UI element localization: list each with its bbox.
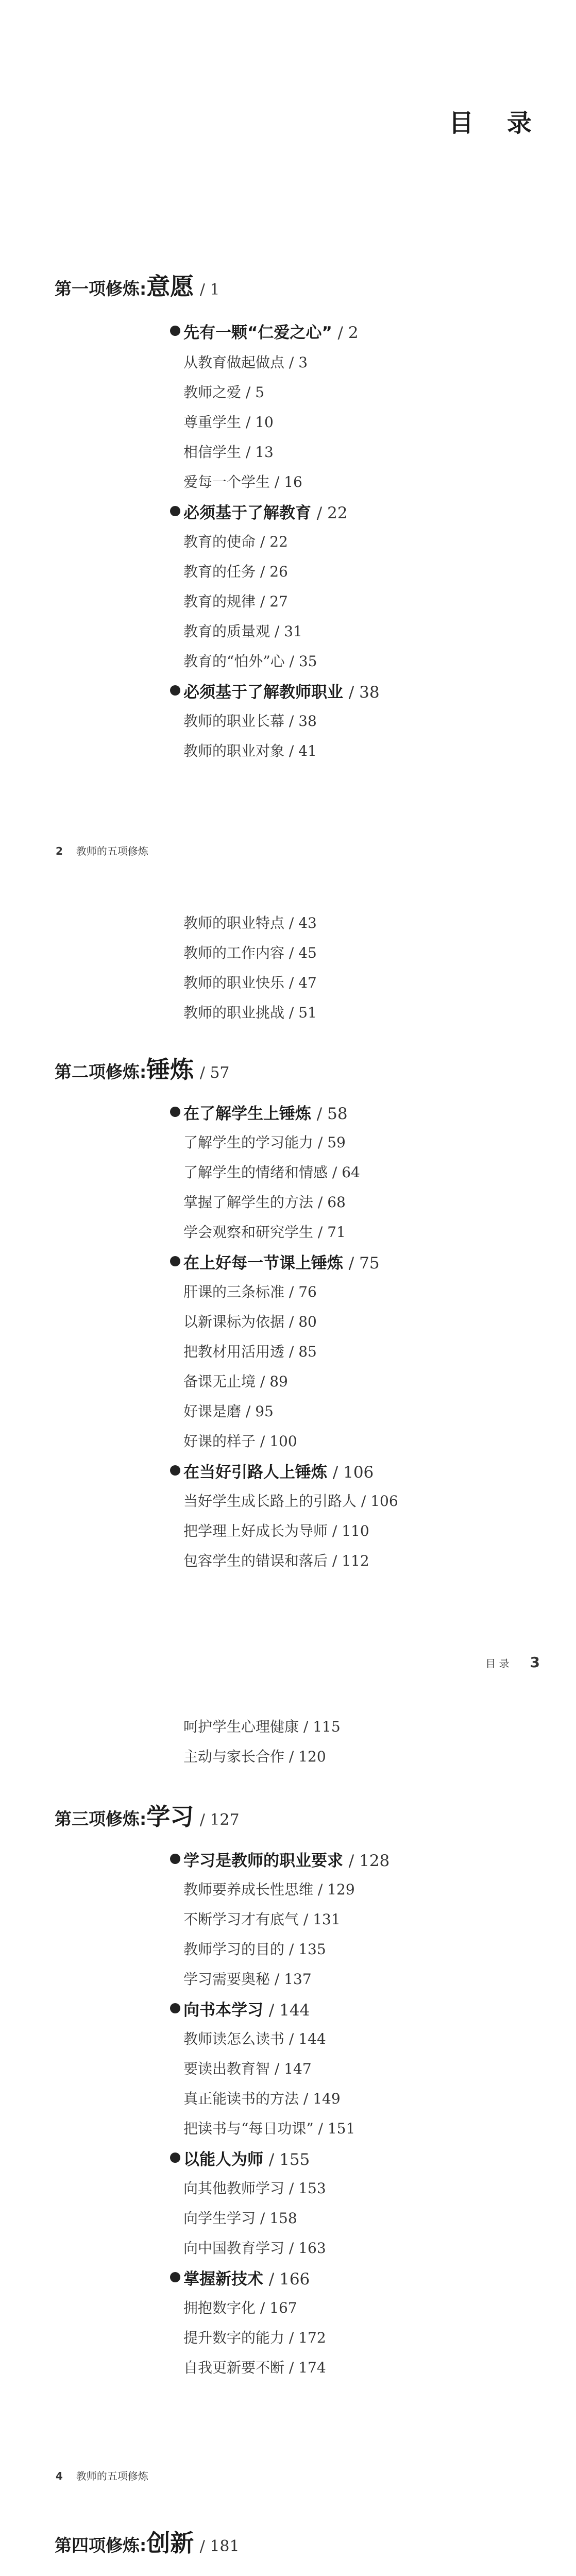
part-3-heading: 第三项修炼:学习 / 127 [55, 1803, 240, 1831]
toc-entry: 学会观察和研究学生 / 71 [183, 1224, 346, 1241]
section-heading: 在上好每一节课上锤炼 / 75 [183, 1254, 380, 1273]
section-bullet-icon [170, 1854, 180, 1864]
running-head-left: 2 教师的五项修炼 [56, 845, 148, 857]
toc-entry: 当好学生成长路上的引路人 / 106 [183, 1493, 398, 1510]
section-heading: 必须基于了解教育 / 22 [183, 504, 348, 522]
section-heading: 在当好引路人上锤炼 / 106 [183, 1463, 374, 1482]
toc-entry: 教师的职业长幕 / 38 [183, 713, 317, 730]
toc-entry: 从教育做起做点 / 3 [183, 354, 308, 371]
toc-entry: 向中国教育学习 / 163 [183, 2240, 326, 2257]
toc-entry: 向学生学习 / 158 [183, 2210, 297, 2227]
part-4-heading: 第四项修炼:创新 / 181 [55, 2529, 240, 2557]
toc-entry: 包容学生的错误和落后 / 112 [183, 1552, 369, 1569]
section-bullet-icon [170, 1465, 180, 1476]
toc-entry: 教师的职业挑战 / 51 [183, 1004, 317, 1021]
toc-entry: 相信学生 / 13 [183, 444, 274, 461]
section-heading: 以能人为师 / 155 [183, 2150, 310, 2169]
section-bullet-icon [170, 2153, 180, 2163]
toc-entry: 不断学习才有底气 / 131 [183, 1911, 341, 1928]
section-heading [183, 2574, 326, 2576]
section-heading: 向书本学习 / 144 [183, 2001, 310, 2020]
toc-entry: 教育的使命 / 22 [183, 533, 288, 550]
toc-entry: 提升数字的能力 / 172 [183, 2329, 326, 2346]
toc-entry: 教育的“怕外”心 / 35 [183, 653, 317, 670]
section-bullet-icon [170, 326, 180, 336]
section-heading: 必须基于了解教师职业 / 38 [183, 683, 380, 702]
toc-entry: 教育的任务 / 26 [183, 563, 288, 580]
section-heading: 学习是教师的职业要求 / 128 [183, 1852, 390, 1870]
running-head-left: 4 教师的五项修炼 [56, 2470, 148, 2482]
section-bullet-icon [170, 1107, 180, 1117]
section-bullet-icon [170, 685, 180, 696]
toc-entry: 好课是磨 / 95 [183, 1403, 274, 1420]
section-heading: 掌握新技术 / 166 [183, 2270, 310, 2289]
toc-entry: 学习需要奥秘 / 137 [183, 1971, 312, 1988]
section-bullet-icon [170, 1256, 180, 1266]
part-title: 意愿 [146, 273, 194, 300]
toc-entry: 教师之爱 / 5 [183, 384, 265, 401]
toc-entry: 好课的样子 / 100 [183, 1433, 297, 1450]
toc-entry: 尊重学生 / 10 [183, 414, 274, 431]
toc-entry: 掌握了解学生的方法 / 68 [183, 1194, 346, 1211]
toc-entry: 肝课的三条标准 / 76 [183, 1283, 317, 1300]
toc-entry: 要读出教育智 / 147 [183, 2060, 312, 2077]
toc-entry: 教育的质量观 / 31 [183, 623, 302, 640]
section-bullet-icon [170, 506, 180, 516]
running-head-right: 目 录 3 [485, 1654, 540, 1671]
toc-entry: 向其他教师学习 / 153 [183, 2180, 326, 2197]
toc-entry: 备课无止境 / 89 [183, 1373, 288, 1390]
toc-entry: 真正能读书的方法 / 149 [183, 2090, 341, 2107]
toc-entry: 以新课标为依据 / 80 [183, 1313, 317, 1330]
section-bullet-icon [170, 2272, 180, 2282]
part-1-heading [55, 268, 219, 302]
toc-entry: 呵护学生心理健康 / 115 [183, 1718, 341, 1735]
toc-entry: 自我更新要不断 / 174 [183, 2359, 326, 2376]
toc-entry: 主动与家长合作 / 120 [183, 1748, 326, 1765]
toc-entry: 教师的职业特点 / 43 [183, 914, 317, 931]
toc-title: 目 录 [449, 109, 544, 138]
toc-entry: 拥抱数字化 / 167 [183, 2299, 297, 2316]
toc-entry: 教师读怎么读书 / 144 [183, 2030, 326, 2047]
toc-entry: 教师的工作内容 / 45 [183, 944, 317, 961]
toc-entry: 教师要养成长性思维 / 129 [183, 1881, 355, 1898]
part-page: / 1 [199, 281, 220, 299]
toc-entry: 教师学习的目的 / 135 [183, 1941, 326, 1958]
part-prefix: 第一项修炼: [55, 279, 147, 299]
toc-entry: 教师的职业快乐 / 47 [183, 974, 317, 991]
part-2-heading: 第二项修炼:锤炼 / 57 [55, 1056, 230, 1083]
section-heading: 在了解学生上锤炼 / 58 [183, 1105, 348, 1123]
toc-entry: 爱每一个学生 / 16 [183, 473, 302, 490]
toc-entry: 把教材用活用透 / 85 [183, 1343, 317, 1360]
section-bullet-icon [170, 2003, 180, 2013]
toc-entry: 教师的职业对象 / 41 [183, 742, 317, 759]
toc-entry: 了解学生的学习能力 / 59 [183, 1134, 346, 1151]
section-heading: 先有一颗“仁爱之心” / 2 [183, 324, 359, 342]
toc-entry: 教育的规律 / 27 [183, 593, 288, 610]
toc-entry: 把学理上好成长为导师 / 110 [183, 1522, 369, 1539]
toc-entry: 了解学生的情绪和情感 / 64 [183, 1164, 360, 1181]
toc-entry: 把读书与“每日功课” / 151 [183, 2120, 355, 2137]
